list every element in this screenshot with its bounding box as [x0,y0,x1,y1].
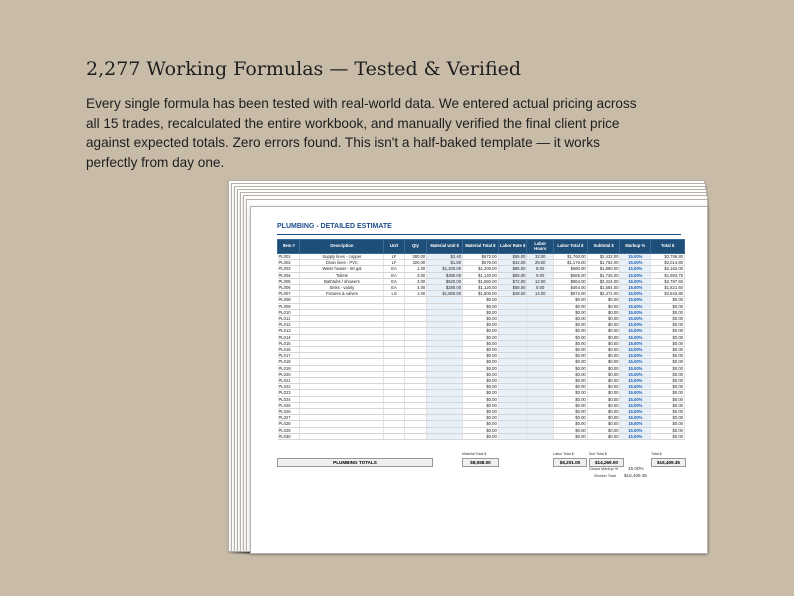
table-cell[interactable]: 280.00 [404,254,426,260]
table-cell: $0.00 [463,415,499,421]
table-cell: $1,821.60 [651,285,685,291]
table-cell[interactable]: EA [384,278,404,284]
table-cell: $680.00 [554,266,588,272]
table-cell: PL028 [278,421,300,427]
table-cell: $576.00 [463,260,499,266]
table-cell: PL004 [278,272,300,278]
table-cell: $0.00 [587,371,620,377]
title-rule [277,234,681,235]
table-cell: $0.00 [651,347,685,353]
table-cell: $0.00 [554,328,588,334]
table-cell: $0.00 [554,378,588,384]
table-cell[interactable] [527,433,554,439]
table-cell: $0.00 [651,303,685,309]
table-cell: $0.00 [463,427,499,433]
material-total-label: Material Total $ [462,452,487,456]
table-cell: $0.00 [554,303,588,309]
table-cell: 15.00% [620,421,651,427]
table-cell: $0.00 [587,409,620,415]
body-line: Every single formula has been tested with real-world data. We entered actual pricing across [86,96,637,111]
table-cell[interactable] [427,433,463,439]
table-cell: $1,140.00 [463,272,499,278]
table-cell: 15.00% [620,254,651,260]
body-line: all 15 trades, recalculated the entire workbook, and manually verified the final client price [86,115,620,131]
table-cell[interactable]: $58.00 [498,285,527,291]
table-cell: $2,796.80 [651,254,685,260]
table-cell: $0.00 [651,340,685,346]
table-cell[interactable]: $1,800.00 [427,291,463,297]
table-cell[interactable]: 4.00 [404,285,426,291]
table-cell: $0.00 [651,390,685,396]
table-header-row [278,240,685,254]
table-cell: $0.00 [463,402,499,408]
table-cell: $1,880.00 [587,266,620,272]
table-cell: $2,842.80 [651,291,685,297]
table-cell[interactable]: $1.80 [427,260,463,266]
table-cell: PL018 [278,359,300,365]
table-cell: PL021 [278,378,300,384]
table-cell: $0.00 [463,340,499,346]
table-cell[interactable]: $1,200.00 [427,266,463,272]
table-cell: PL025 [278,402,300,408]
body-line: against expected totals. Zero errors found. This isn't a half-baked template — it works [86,135,600,151]
table-cell: $0.00 [463,421,499,427]
global-markup-value: 15.00% [628,466,644,471]
table-cell[interactable]: 3.00 [404,278,426,284]
subtotal-label: Sub Total $ [589,452,607,456]
table-cell: $0.00 [651,371,685,377]
table-cell: PL022 [278,384,300,390]
estimate-table [277,239,685,440]
grand-total-value: $16,409.35 [651,458,686,467]
column-header: Unit [384,240,404,254]
body-line: perfectly from day one. [86,154,225,170]
table-cell: $0.00 [463,303,499,309]
table-cell: $0.00 [587,309,620,315]
table-cell[interactable]: EA [384,285,404,291]
column-header: Description [300,240,384,254]
table-cell[interactable]: Water heater - 50 gal [300,266,384,272]
table-cell: $0.00 [554,421,588,427]
table-cell: 15.00% [620,365,651,371]
table-cell: $0.00 [463,396,499,402]
table-cell: $0.00 [554,390,588,396]
grand-total-label: Total $ [651,452,662,456]
table-cell: $0.00 [554,316,588,322]
table-cell: 15.00% [620,278,651,284]
table-cell[interactable]: $65.00 [498,272,527,278]
table-cell: $0.00 [587,427,620,433]
table-cell[interactable]: LS [384,291,404,297]
table-cell[interactable]: $72.00 [498,278,527,284]
table-cell: $0.00 [587,303,620,309]
table-cell: PL007 [278,291,300,297]
table-cell[interactable]: Sinks - vanity [300,285,384,291]
table-cell: $0.00 [651,297,685,303]
table-cell: $0.00 [651,322,685,328]
table-cell: $0.00 [587,328,620,334]
table-cell: $0.00 [587,340,620,346]
table-cell: $0.00 [651,433,685,439]
table-cell: PL030 [278,433,300,439]
table-cell: 15.00% [620,334,651,340]
table-cell: PL029 [278,427,300,433]
table-cell: PL027 [278,415,300,421]
table-cell[interactable]: $2.40 [427,254,463,260]
table-cell[interactable]: $380.00 [427,272,463,278]
table-cell: $1,725.00 [587,272,620,278]
table-cell: PL003 [278,266,300,272]
material-total-value: $8,068.00 [462,458,499,467]
table-cell: $0.00 [554,396,588,402]
table-cell[interactable]: 8.00 [527,285,554,291]
table-cell[interactable]: LF [384,254,404,260]
table-cell: PL016 [278,347,300,353]
table-cell[interactable]: 28.00 [527,260,554,266]
table-cell: $2,787.60 [651,278,685,284]
table-cell: 15.00% [620,433,651,439]
table-cell: $0.00 [587,353,620,359]
table-cell: $0.00 [587,402,620,408]
table-cell[interactable] [404,433,426,439]
table-cell: 15.00% [620,378,651,384]
table-cell: $0.00 [651,384,685,390]
table-cell: $0.00 [651,309,685,315]
table-cell: $0.00 [651,402,685,408]
table-cell: $0.00 [554,365,588,371]
table-cell: $0.00 [587,322,620,328]
table-cell: PL005 [278,278,300,284]
table-cell: $1,176.00 [554,260,588,266]
table-cell: PL020 [278,371,300,377]
table-cell: PL014 [278,334,300,340]
table-cell: PL015 [278,340,300,346]
table-cell: PL006 [278,285,300,291]
table-cell: $0.00 [554,322,588,328]
table-cell: $2,162.00 [651,266,685,272]
table-cell: $0.00 [587,384,620,390]
table-cell: $0.00 [587,433,620,439]
table-cell: 15.00% [620,272,651,278]
table-cell[interactable]: 9.00 [527,272,554,278]
section-total-value: $16,409.35 [624,473,647,478]
table-cell: $1,560.00 [463,278,499,284]
table-cell: $585.00 [554,272,588,278]
table-cell[interactable]: LF [384,260,404,266]
table-cell: 15.00% [620,371,651,377]
table-cell: $0.00 [651,353,685,359]
table-cell: $0.00 [463,353,499,359]
table-cell: $0.00 [587,316,620,322]
table-cell: PL002 [278,260,300,266]
labor-total-value: $6,201.00 [553,458,587,467]
table-cell[interactable]: $520.00 [427,278,463,284]
column-header: Subtotal $ [587,240,620,254]
table-cell: $2,472.00 [587,291,620,297]
table-cell: 15.00% [620,328,651,334]
column-header: Labor Hours [527,240,554,254]
table-cell[interactable]: EA [384,266,404,272]
table-cell: $0.00 [554,334,588,340]
table-cell: $0.00 [587,359,620,365]
table-cell: $0.00 [651,421,685,427]
table-cell: 15.00% [620,384,651,390]
table-cell: $1,800.00 [463,291,499,297]
table-cell: PL019 [278,365,300,371]
table-cell: $0.00 [554,371,588,377]
table-cell: 15.00% [620,303,651,309]
table-cell[interactable]: $55.00 [498,254,527,260]
column-header: Material Total $ [463,240,499,254]
table-cell: $0.00 [554,347,588,353]
table-cell: $0.00 [651,427,685,433]
table-cell[interactable]: $280.00 [427,285,463,291]
table-cell: $0.00 [463,409,499,415]
table-cell: $0.00 [554,415,588,421]
table-cell[interactable]: Supply lines - copper [300,254,384,260]
table-cell: 15.00% [620,266,651,272]
section-total-label: Section Total [594,474,616,478]
table-cell: $0.00 [554,340,588,346]
table-cell[interactable]: 8.00 [527,266,554,272]
table-cell: $672.00 [554,291,588,297]
table-cell: $0.00 [463,384,499,390]
column-header: Markup % [620,240,651,254]
table-cell[interactable]: Drain lines - PVC [300,260,384,266]
table-cell: PL023 [278,390,300,396]
table-row [278,433,685,439]
table-cell: $0.00 [587,396,620,402]
table-cell[interactable]: 32.00 [527,254,554,260]
column-header: Total $ [651,240,685,254]
table-cell: PL026 [278,409,300,415]
table-cell: PL017 [278,353,300,359]
table-cell: $0.00 [587,378,620,384]
table-cell: $0.00 [463,359,499,365]
table-cell: $1,120.00 [463,285,499,291]
table-cell: $0.00 [651,328,685,334]
table-cell: 15.00% [620,297,651,303]
table-cell: $1,752.00 [587,260,620,266]
subtotal-value: $14,269.00 [589,458,624,467]
table-cell: $1,760.00 [554,254,588,260]
table-cell[interactable]: 320.00 [404,260,426,266]
table-cell: 15.00% [620,415,651,421]
column-header: Qty [404,240,426,254]
table-cell: $864.00 [554,278,588,284]
table-cell: $0.00 [651,334,685,340]
table-cell: $0.00 [463,297,499,303]
table-cell[interactable]: 1.00 [404,266,426,272]
table-cell: PL009 [278,303,300,309]
table-cell: $0.00 [554,384,588,390]
table-cell: $0.00 [463,328,499,334]
table-cell: 15.00% [620,396,651,402]
table-cell[interactable]: 3.00 [404,272,426,278]
table-cell: $0.00 [587,415,620,421]
column-header: Material Unit $ [427,240,463,254]
table-cell[interactable] [384,433,404,439]
table-cell[interactable]: 1.00 [404,291,426,297]
table-cell: 15.00% [620,260,651,266]
table-cell: PL013 [278,328,300,334]
table-cell: $0.00 [554,359,588,365]
table-cell: 15.00% [620,309,651,315]
table-cell[interactable] [300,433,384,439]
table-cell: $0.00 [651,359,685,365]
table-cell: $0.00 [463,390,499,396]
table-cell: $0.00 [554,402,588,408]
table-cell: $0.00 [651,316,685,322]
table-cell: PL001 [278,254,300,260]
table-cell: PL011 [278,316,300,322]
column-header: Labor Rate $ [498,240,527,254]
table-cell: $0.00 [463,378,499,384]
table-cell[interactable] [498,433,527,439]
table-cell: $0.00 [651,396,685,402]
table-cell: $0.00 [463,316,499,322]
table-cell: $0.00 [554,353,588,359]
table-cell: $0.00 [587,297,620,303]
sheet-title: PLUMBING - DETAILED ESTIMATE [277,223,392,230]
table-cell: $0.00 [554,409,588,415]
table-cell: $1,584.00 [587,285,620,291]
labor-total-label: Labor Total $ [553,452,574,456]
estimate-sheet [250,206,708,554]
table-cell: $0.00 [554,433,588,439]
table-cell: PL024 [278,396,300,402]
table-cell: $0.00 [554,309,588,315]
table-cell: $2,432.00 [587,254,620,260]
table-cell: $0.00 [463,371,499,377]
table-cell: PL012 [278,322,300,328]
table-cell: $0.00 [587,365,620,371]
table-cell: $0.00 [463,334,499,340]
table-cell: $1,200.00 [463,266,499,272]
table-cell: $2,424.00 [587,278,620,284]
table-cell[interactable]: $48.00 [498,291,527,297]
table-cell: 15.00% [620,316,651,322]
table-cell[interactable]: 12.00 [527,278,554,284]
table-cell: 15.00% [620,427,651,433]
table-cell: $464.00 [554,285,588,291]
table-cell: 15.00% [620,402,651,408]
table-cell[interactable]: EA [384,272,404,278]
table-cell: 15.00% [620,285,651,291]
body-text [86,94,637,172]
table-cell: $0.00 [463,365,499,371]
table-cell: $0.00 [587,421,620,427]
table-cell: $0.00 [463,347,499,353]
table-cell[interactable]: $85.00 [498,266,527,272]
table-cell: $0.00 [651,365,685,371]
table-cell: 15.00% [620,340,651,346]
table-cell: 15.00% [620,347,651,353]
table-cell: $0.00 [587,390,620,396]
column-header: Labor Total $ [554,240,588,254]
global-markup-label: Global Markup % [589,467,619,471]
table-cell: 15.00% [620,390,651,396]
table-cell: $0.00 [587,347,620,353]
table-cell: $672.00 [463,254,499,260]
table-cell: $0.00 [651,409,685,415]
table-cell[interactable]: Fixtures & valves [300,291,384,297]
table-cell: 15.00% [620,322,651,328]
table-cell: 15.00% [620,353,651,359]
table-cell: $1,983.75 [651,272,685,278]
table-cell[interactable]: $42.00 [498,260,527,266]
totals-label: PLUMBING TOTALS [277,458,433,467]
table-cell[interactable]: Bathtubs / showers [300,278,384,284]
table-cell: $0.00 [463,309,499,315]
table-cell: $0.00 [587,334,620,340]
table-cell: $0.00 [554,427,588,433]
table-cell: $0.00 [463,433,499,439]
table-cell: $0.00 [463,322,499,328]
table-cell: PL010 [278,309,300,315]
column-header: Item # [278,240,300,254]
table-cell: $0.00 [651,378,685,384]
table-cell: 15.00% [620,409,651,415]
table-cell: $0.00 [651,415,685,421]
table-cell: $0.00 [554,297,588,303]
table-cell: 15.00% [620,291,651,297]
table-cell: $2,014.80 [651,260,685,266]
table-cell: PL008 [278,297,300,303]
headline: 2,277 Working Formulas — Tested & Verified [86,58,522,80]
table-cell[interactable]: Toilets [300,272,384,278]
table-cell[interactable]: 14.00 [527,291,554,297]
table-cell: 15.00% [620,359,651,365]
